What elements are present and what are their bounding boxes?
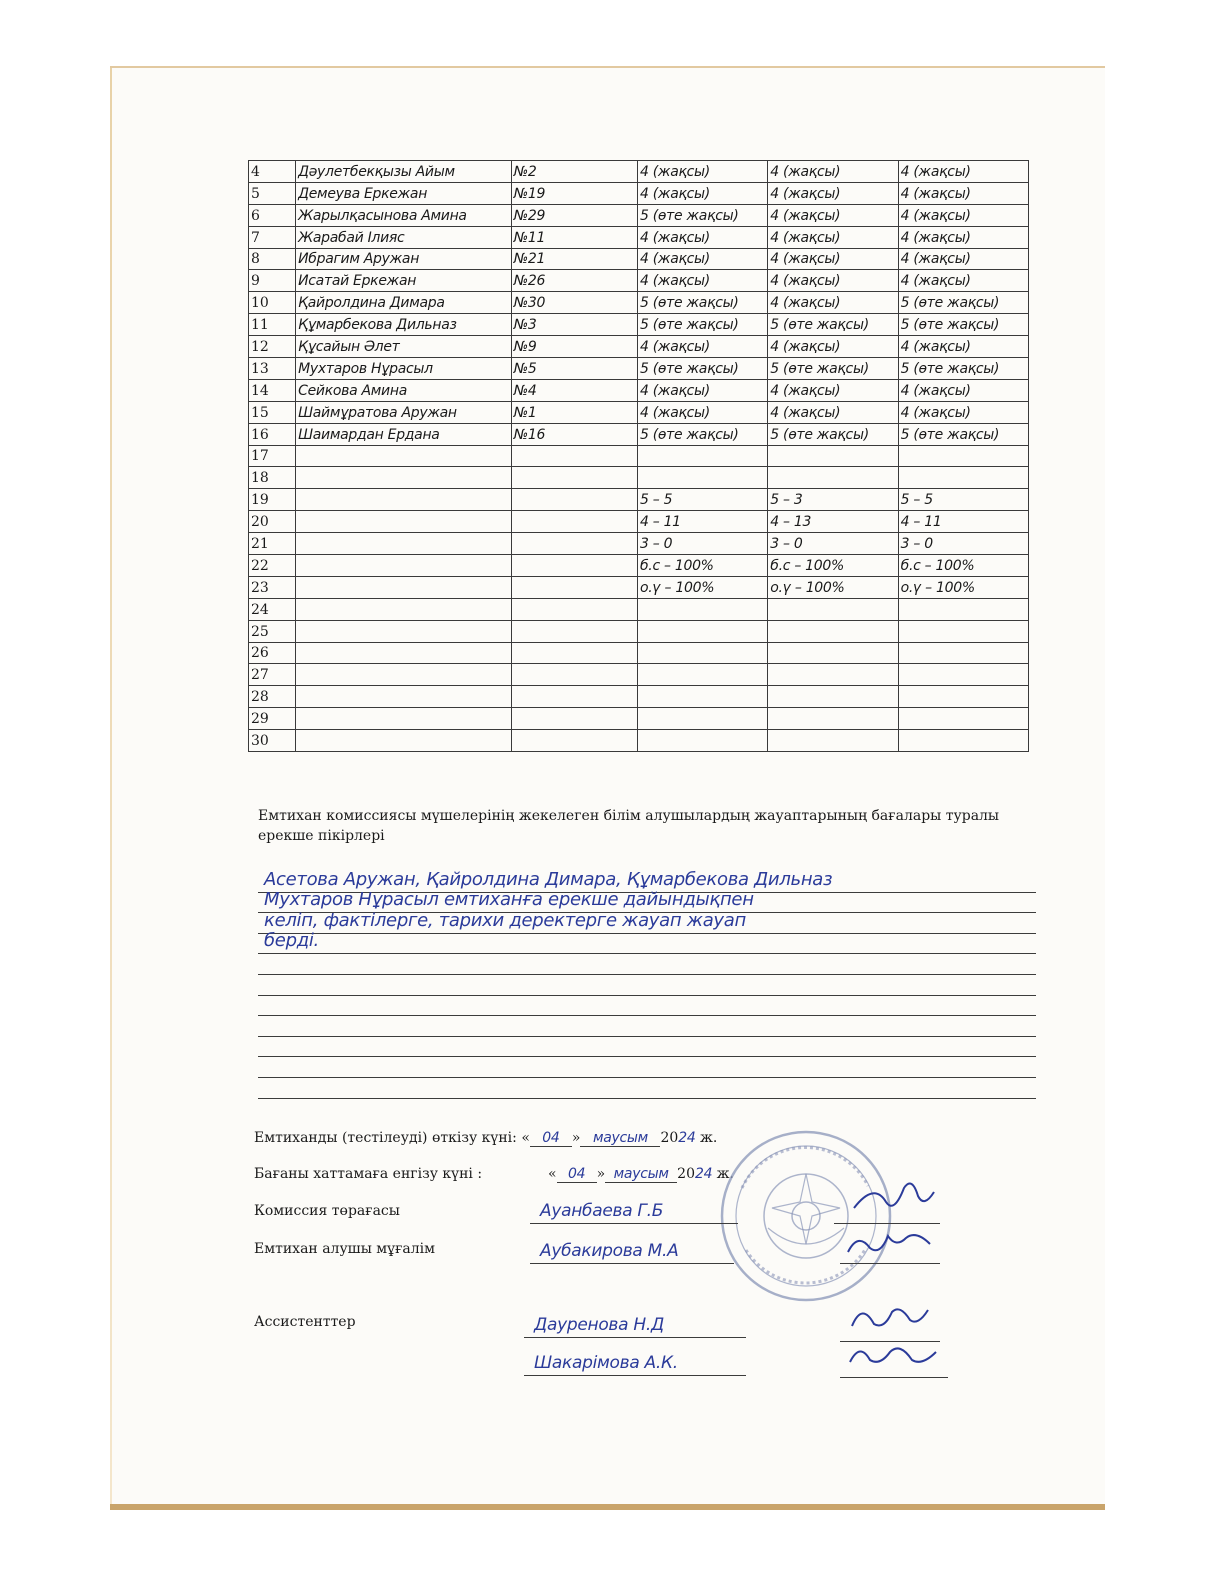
table-row xyxy=(249,445,1029,467)
remarks-line xyxy=(258,954,1036,975)
remarks-line xyxy=(258,1078,1036,1099)
grade-3: 4 (жақсы) xyxy=(898,161,1028,183)
student-name: Мухтаров Нұрасыл xyxy=(296,358,512,380)
grade-1: 4 (жақсы) xyxy=(637,182,767,204)
student-name: Құсайын Әлет xyxy=(296,336,512,358)
student-name: Исатай Еркежан xyxy=(296,270,512,292)
grade-2 xyxy=(768,445,898,467)
row-number: 6 xyxy=(249,204,296,226)
row-number: 17 xyxy=(249,445,296,467)
grade-2: 4 (жақсы) xyxy=(768,248,898,270)
student-name xyxy=(296,511,512,533)
exam-date-suffix: ж. xyxy=(695,1130,718,1146)
table-row xyxy=(249,533,1029,555)
grade-3: 3 – 0 xyxy=(898,533,1028,555)
table-row xyxy=(249,358,1029,380)
grade-1 xyxy=(637,598,767,620)
row-number: 19 xyxy=(249,489,296,511)
ticket-number xyxy=(511,511,637,533)
entry-date-row xyxy=(254,1166,734,1183)
ticket-number: №21 xyxy=(511,248,637,270)
table-row xyxy=(249,489,1029,511)
grade-3 xyxy=(898,730,1028,752)
row-number: 25 xyxy=(249,620,296,642)
ticket-number xyxy=(511,620,637,642)
table-row xyxy=(249,598,1029,620)
grade-1 xyxy=(637,664,767,686)
grade-2 xyxy=(768,708,898,730)
grade-1: 4 (жақсы) xyxy=(637,248,767,270)
row-number: 28 xyxy=(249,686,296,708)
grade-3 xyxy=(898,642,1028,664)
entry-date-suffix: ж. xyxy=(712,1166,734,1182)
grade-2 xyxy=(768,598,898,620)
assistant1-signature-scribble xyxy=(840,1296,940,1336)
ticket-number xyxy=(511,533,637,555)
ticket-number: №30 xyxy=(511,292,637,314)
grade-3 xyxy=(898,598,1028,620)
examiner-name: Аубакирова М.А xyxy=(530,1240,734,1264)
grade-1: б.с – 100% xyxy=(637,555,767,577)
student-name xyxy=(296,445,512,467)
grade-1 xyxy=(637,708,767,730)
student-name: Жарабай Ілияс xyxy=(296,226,512,248)
ticket-number xyxy=(511,489,637,511)
paper-edge xyxy=(110,68,112,1504)
grades-table xyxy=(248,160,1029,752)
grade-3: 4 – 11 xyxy=(898,511,1028,533)
row-number: 27 xyxy=(249,664,296,686)
grade-2: 4 (жақсы) xyxy=(768,204,898,226)
ticket-number xyxy=(511,708,637,730)
grade-1 xyxy=(637,445,767,467)
grade-2 xyxy=(768,664,898,686)
chair-name: Ауанбаева Г.Б xyxy=(530,1200,738,1224)
assistant1-name: Дауренова Н.Д xyxy=(524,1314,746,1338)
grade-2: 4 (жақсы) xyxy=(768,226,898,248)
ticket-number xyxy=(511,555,637,577)
grade-3: 4 (жақсы) xyxy=(898,270,1028,292)
row-number: 14 xyxy=(249,379,296,401)
grade-2: 4 (жақсы) xyxy=(768,292,898,314)
ticket-number xyxy=(511,664,637,686)
row-number: 30 xyxy=(249,730,296,752)
examiner-signature-scribble xyxy=(840,1222,940,1262)
grade-3: 5 – 5 xyxy=(898,489,1028,511)
student-name: Дәулетбекқызы Айым xyxy=(296,161,512,183)
exam-date-row xyxy=(254,1130,717,1147)
ticket-number: №2 xyxy=(511,161,637,183)
table-row xyxy=(249,182,1029,204)
entry-date-open-quote: « xyxy=(548,1166,557,1182)
grade-1: о.ү – 100% xyxy=(637,576,767,598)
grade-2: 5 – 3 xyxy=(768,489,898,511)
grade-1: 5 – 5 xyxy=(637,489,767,511)
student-name: Сейкова Амина xyxy=(296,379,512,401)
table-row xyxy=(249,248,1029,270)
table-row xyxy=(249,642,1029,664)
table-row xyxy=(249,576,1029,598)
grade-3: 4 (жақсы) xyxy=(898,248,1028,270)
ticket-number xyxy=(511,445,637,467)
remarks-line xyxy=(258,1037,1036,1058)
exam-date-year-suffix: 24 xyxy=(678,1130,696,1146)
grade-3 xyxy=(898,445,1028,467)
assistants-label: Ассистенттер xyxy=(254,1314,356,1330)
student-name: Жарылқасынова Амина xyxy=(296,204,512,226)
row-number: 7 xyxy=(249,226,296,248)
ticket-number: №16 xyxy=(511,423,637,445)
ticket-number xyxy=(511,598,637,620)
student-name xyxy=(296,686,512,708)
student-name xyxy=(296,598,512,620)
grade-1 xyxy=(637,686,767,708)
row-number: 8 xyxy=(249,248,296,270)
grade-1: 4 (жақсы) xyxy=(637,379,767,401)
ticket-number: №5 xyxy=(511,358,637,380)
grade-2: 4 (жақсы) xyxy=(768,161,898,183)
assistant2-signature xyxy=(840,1354,948,1378)
entry-date-day: 04 xyxy=(557,1166,597,1183)
grade-3 xyxy=(898,686,1028,708)
remarks-text: Асетова Аружан, Қайролдина Димара, Құмарбекова Дильназ xyxy=(264,868,833,890)
grade-2: о.ү – 100% xyxy=(768,576,898,598)
table-row xyxy=(249,686,1029,708)
grade-1: 5 (өте жақсы) xyxy=(637,204,767,226)
row-number: 29 xyxy=(249,708,296,730)
table-row xyxy=(249,292,1029,314)
grade-2: 4 (жақсы) xyxy=(768,379,898,401)
grade-1: 5 (өте жақсы) xyxy=(637,314,767,336)
row-number: 4 xyxy=(249,161,296,183)
student-name xyxy=(296,576,512,598)
grade-3: о.ү – 100% xyxy=(898,576,1028,598)
row-number: 22 xyxy=(249,555,296,577)
ticket-number: №9 xyxy=(511,336,637,358)
grade-3 xyxy=(898,620,1028,642)
student-name: Қайролдина Димара xyxy=(296,292,512,314)
table-row xyxy=(249,314,1029,336)
table-row xyxy=(249,620,1029,642)
grade-3: 4 (жақсы) xyxy=(898,401,1028,423)
grade-2: 3 – 0 xyxy=(768,533,898,555)
student-name: Демеува Еркежан xyxy=(296,182,512,204)
remarks-title: Емтихан комиссиясы мүшелерінің жекелеген білім алушылардың жауаптарының бағалары туралы ерекше пікірлері xyxy=(258,808,1000,844)
grade-2: 4 (жақсы) xyxy=(768,401,898,423)
table-row xyxy=(249,204,1029,226)
remarks-text: Мухтаров Нұрасыл емтиханға ерекше дайындықпен xyxy=(264,889,754,911)
table-row xyxy=(249,664,1029,686)
table-row xyxy=(249,730,1029,752)
grade-1 xyxy=(637,730,767,752)
row-number: 18 xyxy=(249,467,296,489)
student-name xyxy=(296,467,512,489)
grade-1: 5 (өте жақсы) xyxy=(637,423,767,445)
student-name: Шаймұратова Аружан xyxy=(296,401,512,423)
ticket-number: №19 xyxy=(511,182,637,204)
grade-3: 5 (өте жақсы) xyxy=(898,423,1028,445)
exam-date-label: Емтиханды (тестілеуді) өткізу күні: « xyxy=(254,1130,530,1146)
exam-date-year-prefix: 20 xyxy=(660,1130,679,1146)
exam-date-month: маусым xyxy=(580,1130,660,1147)
ticket-number xyxy=(511,730,637,752)
grade-1: 4 (жақсы) xyxy=(637,336,767,358)
grade-1 xyxy=(637,620,767,642)
ticket-number: №26 xyxy=(511,270,637,292)
grade-3: 4 (жақсы) xyxy=(898,182,1028,204)
grade-1: 3 – 0 xyxy=(637,533,767,555)
table-row xyxy=(249,555,1029,577)
grade-3: 4 (жақсы) xyxy=(898,336,1028,358)
exam-date-close-quote: » xyxy=(571,1130,581,1146)
remarks-line xyxy=(258,909,1036,934)
student-name xyxy=(296,708,512,730)
row-number: 12 xyxy=(249,336,296,358)
grade-3: б.с – 100% xyxy=(898,555,1028,577)
grade-3 xyxy=(898,708,1028,730)
remarks-text: берді. xyxy=(264,930,319,952)
student-name xyxy=(296,642,512,664)
row-number: 26 xyxy=(249,642,296,664)
chair-label: Комиссия төрағасы xyxy=(254,1203,400,1219)
entry-date-close-quote: » xyxy=(596,1166,606,1182)
chair-signature-scribble xyxy=(834,1178,940,1218)
grade-3 xyxy=(898,664,1028,686)
grade-1: 4 (жақсы) xyxy=(637,226,767,248)
entry-date-month: маусым xyxy=(605,1166,677,1183)
row-number: 23 xyxy=(249,576,296,598)
remarks-line xyxy=(258,975,1036,996)
student-name xyxy=(296,664,512,686)
grade-2 xyxy=(768,620,898,642)
row-number: 20 xyxy=(249,511,296,533)
row-number: 16 xyxy=(249,423,296,445)
remarks-text: келіп, фактілерге, тарихи деректерге жауап жауап xyxy=(264,909,746,931)
row-number: 24 xyxy=(249,598,296,620)
student-name xyxy=(296,533,512,555)
row-number: 11 xyxy=(249,314,296,336)
grade-2: 4 (жақсы) xyxy=(768,336,898,358)
remarks-line xyxy=(258,1016,1036,1037)
grade-1: 4 (жақсы) xyxy=(637,270,767,292)
student-name xyxy=(296,489,512,511)
grade-1: 5 (өте жақсы) xyxy=(637,358,767,380)
student-name xyxy=(296,730,512,752)
grade-2: 4 (жақсы) xyxy=(768,270,898,292)
examiner-signature xyxy=(840,1240,940,1264)
grade-3: 5 (өте жақсы) xyxy=(898,292,1028,314)
ticket-number xyxy=(511,686,637,708)
grade-2: 5 (өте жақсы) xyxy=(768,423,898,445)
exam-date-day: 04 xyxy=(530,1130,572,1147)
ticket-number xyxy=(511,576,637,598)
grade-3: 5 (өте жақсы) xyxy=(898,314,1028,336)
grade-2 xyxy=(768,642,898,664)
row-number: 15 xyxy=(249,401,296,423)
grade-3: 4 (жақсы) xyxy=(898,226,1028,248)
table-row xyxy=(249,226,1029,248)
grade-3: 4 (жақсы) xyxy=(898,204,1028,226)
grade-2: 4 (жақсы) xyxy=(768,182,898,204)
ticket-number: №11 xyxy=(511,226,637,248)
table-row xyxy=(249,270,1029,292)
remarks-line xyxy=(258,1057,1036,1078)
entry-date-year-prefix: 20 xyxy=(677,1166,695,1182)
ticket-number: №4 xyxy=(511,379,637,401)
row-number: 13 xyxy=(249,358,296,380)
table-row xyxy=(249,511,1029,533)
assistant2-signature-scribble xyxy=(840,1334,948,1374)
ticket-number: №1 xyxy=(511,401,637,423)
grade-2: 5 (өте жақсы) xyxy=(768,314,898,336)
student-name xyxy=(296,555,512,577)
entry-date-label: Бағаны хаттамаға енгізу күні : xyxy=(254,1166,483,1182)
chair-signature xyxy=(834,1200,940,1224)
student-name xyxy=(296,620,512,642)
student-name: Шаимардан Ердана xyxy=(296,423,512,445)
assistant2-name: Шакарімова А.К. xyxy=(524,1352,746,1376)
examiner-label: Емтихан алушы мұғалім xyxy=(254,1241,436,1257)
table-row xyxy=(249,161,1029,183)
table-row xyxy=(249,467,1029,489)
ticket-number xyxy=(511,467,637,489)
student-name: Ибрагим Аружан xyxy=(296,248,512,270)
ticket-number: №3 xyxy=(511,314,637,336)
row-number: 21 xyxy=(249,533,296,555)
grade-2 xyxy=(768,467,898,489)
table-row xyxy=(249,708,1029,730)
grade-1: 5 (өте жақсы) xyxy=(637,292,767,314)
entry-date-year-suffix: 24 xyxy=(694,1166,713,1182)
grade-2: 5 (өте жақсы) xyxy=(768,358,898,380)
remarks-line xyxy=(258,930,1036,955)
table-row xyxy=(249,401,1029,423)
table-row xyxy=(249,379,1029,401)
grade-2: б.с – 100% xyxy=(768,555,898,577)
grade-1: 4 (жақсы) xyxy=(637,161,767,183)
remarks-line xyxy=(258,996,1036,1017)
grade-3 xyxy=(898,467,1028,489)
grade-2: 4 – 13 xyxy=(768,511,898,533)
row-number: 9 xyxy=(249,270,296,292)
grade-1: 4 – 11 xyxy=(637,511,767,533)
grade-1 xyxy=(637,467,767,489)
student-name: Құмарбекова Дильназ xyxy=(296,314,512,336)
grade-1: 4 (жақсы) xyxy=(637,401,767,423)
ticket-number: №29 xyxy=(511,204,637,226)
remarks-lines xyxy=(258,868,1036,1099)
grade-3: 4 (жақсы) xyxy=(898,379,1028,401)
grade-2 xyxy=(768,686,898,708)
grade-3: 5 (өте жақсы) xyxy=(898,358,1028,380)
row-number: 5 xyxy=(249,182,296,204)
grade-2 xyxy=(768,730,898,752)
table-row xyxy=(249,336,1029,358)
row-number: 10 xyxy=(249,292,296,314)
ticket-number xyxy=(511,642,637,664)
grade-1 xyxy=(637,642,767,664)
table-row xyxy=(249,423,1029,445)
